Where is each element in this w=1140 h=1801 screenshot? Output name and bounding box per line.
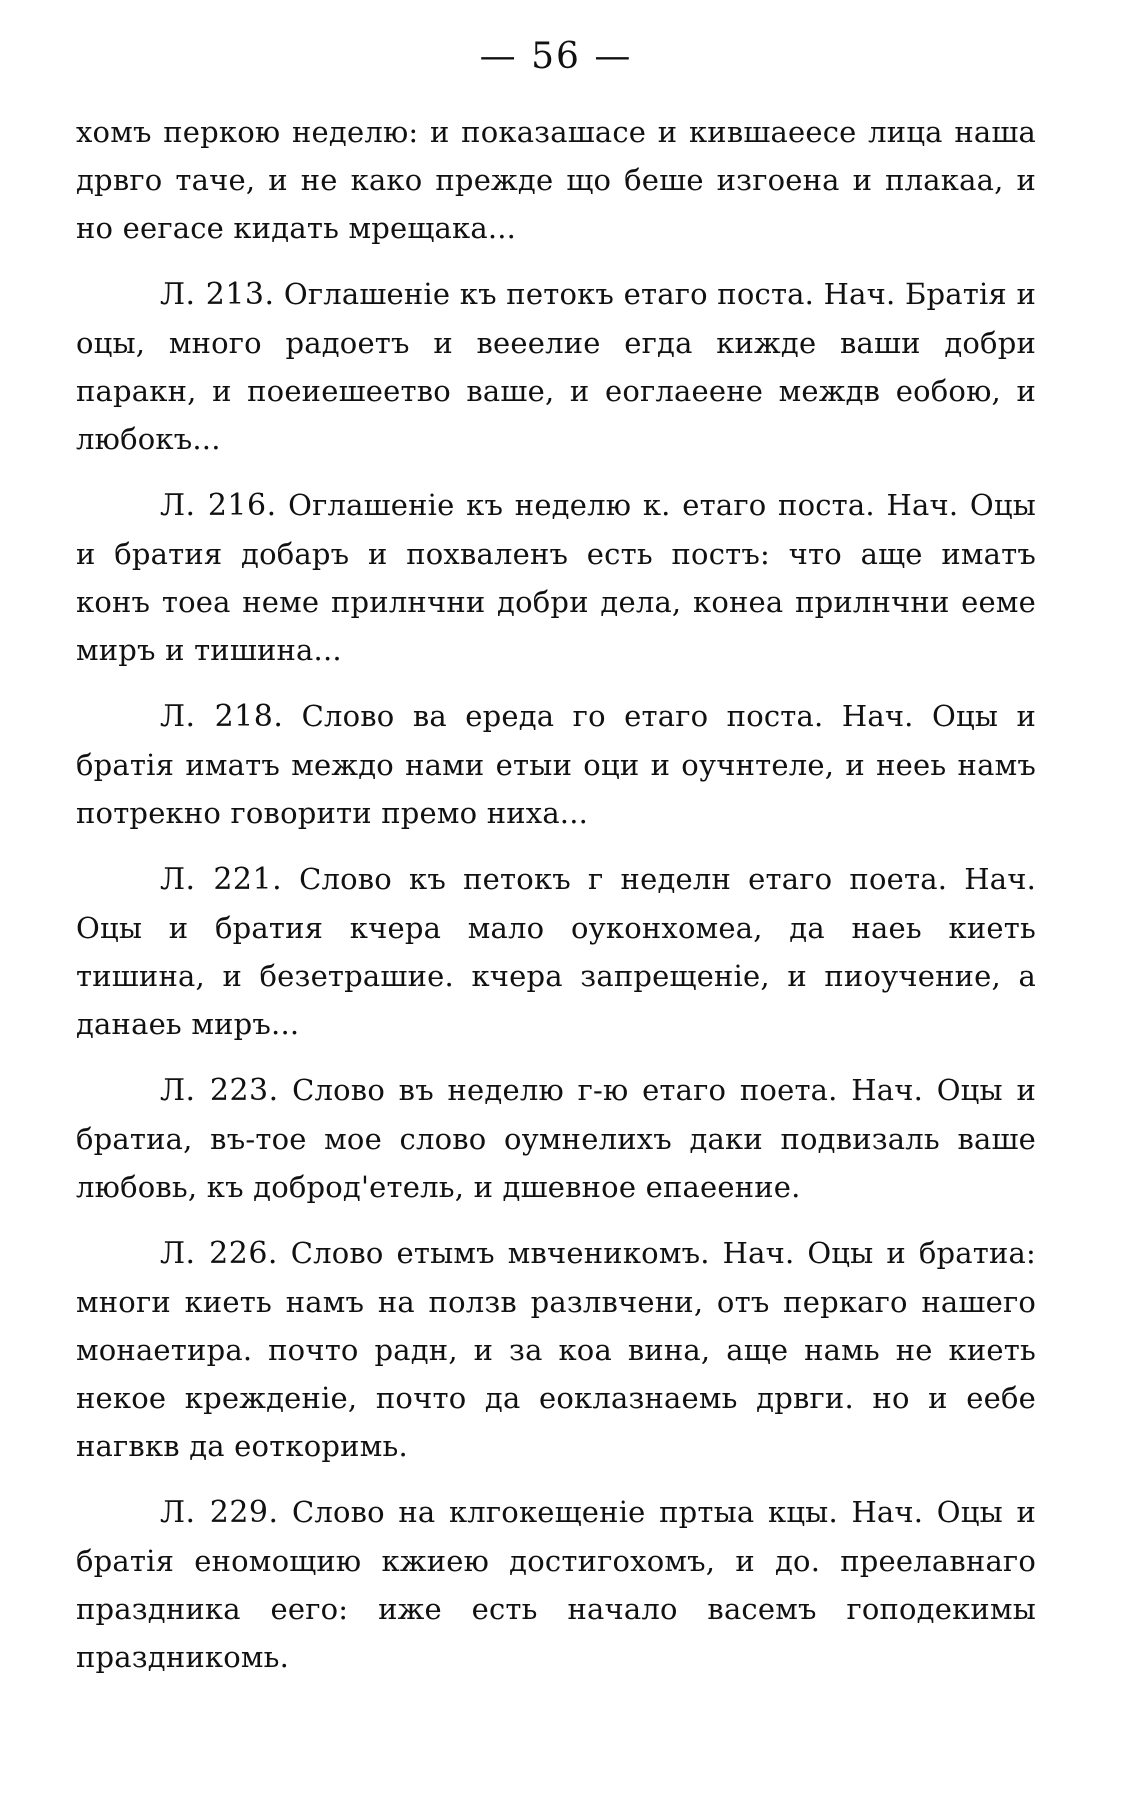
page-number: — 56 — [479, 36, 633, 77]
entry-reference: Л. 229. [160, 1495, 279, 1530]
entry-text: Слово на клгокещеніе пртыа кцы. Нач. Оцы и братія еномощию кжиею достигохомъ, и до. преелавнаго праздника еего: иже есть начало васемъ гоподекимы праздникомь. [76, 1495, 1036, 1674]
entry-text: Оглашеніе къ петокъ етаго поста. Нач. Братія и оцы, много радоетъ и вееелие егда кижде ваши добри паракн, и поеиешеетво ваше, и еоглаеене междв еобою, и любокъ... [76, 277, 1036, 456]
book-page [76, 0, 1036, 1801]
entry-text: хомъ перкою неделю: и показашасе и кившаеесе лица наша дрвго таче, и не како прежде що беше изгоена и плакаа, и но еегасе кидать мрещака... [76, 115, 1036, 245]
entry-text: Слово ва ереда го етаго поста. Нач. Оцы и братія иматъ междо нами етыи оци и оучнтеле, и нееь намъ потрекно говорити премо ниха... [76, 699, 1037, 830]
entry-221 [76, 855, 1036, 1048]
entry-reference: Л. 213. [160, 277, 275, 312]
entry-229 [76, 1488, 1036, 1681]
entry-216 [76, 481, 1036, 674]
entry-213 [76, 270, 1036, 463]
entry-reference: Л. 216. [160, 488, 277, 523]
entry-text: Слово къ петокъ г неделн етаго поета. Нач. Оцы и братия кчера мало оуконхомеа, да наеь киеть тишина, и безетрашие. кчера запрещеніе, и пиоучение, а данаеь миръ... [76, 862, 1037, 1041]
entry-continuation [76, 108, 1036, 252]
entry-text: Слово етымъ мвченикомъ. Нач. Оцы и братиа: многи киеть намъ на ползв разлвчени, отъ перкаго нашего монаетира. почто радн, и за коа вина, аще намь не киеть некое крежденіе, почто да еоклазнаемь дрвги. но и еебе нагвкв да еоткоримь. [76, 1236, 1036, 1463]
entry-text: Слово въ неделю г-ю етаго поета. Нач. Оцы и братиа, въ-тое мое слово оумнелихъ даки подвизаль ваше любовь, къ доброд'етель, и дшевное епаеение. [76, 1073, 1037, 1204]
entry-reference: Л. 218. [160, 699, 284, 734]
entry-reference: Л. 221. [160, 862, 283, 897]
entry-reference: Л. 226. [160, 1236, 278, 1271]
entry-218 [76, 692, 1036, 837]
entry-reference: Л. 223. [160, 1073, 279, 1108]
entry-223 [76, 1066, 1036, 1211]
entry-text: Оглашеніе къ неделю к. етаго поста. Нач. Оцы и братия добаръ и похваленъ есть постъ: что аще иматъ конъ тоеа неме прилнчни добри дела, конеа прилнчни ееме миръ и тишина... [76, 488, 1037, 667]
entry-226 [76, 1229, 1036, 1470]
page-text [76, 108, 1036, 1681]
